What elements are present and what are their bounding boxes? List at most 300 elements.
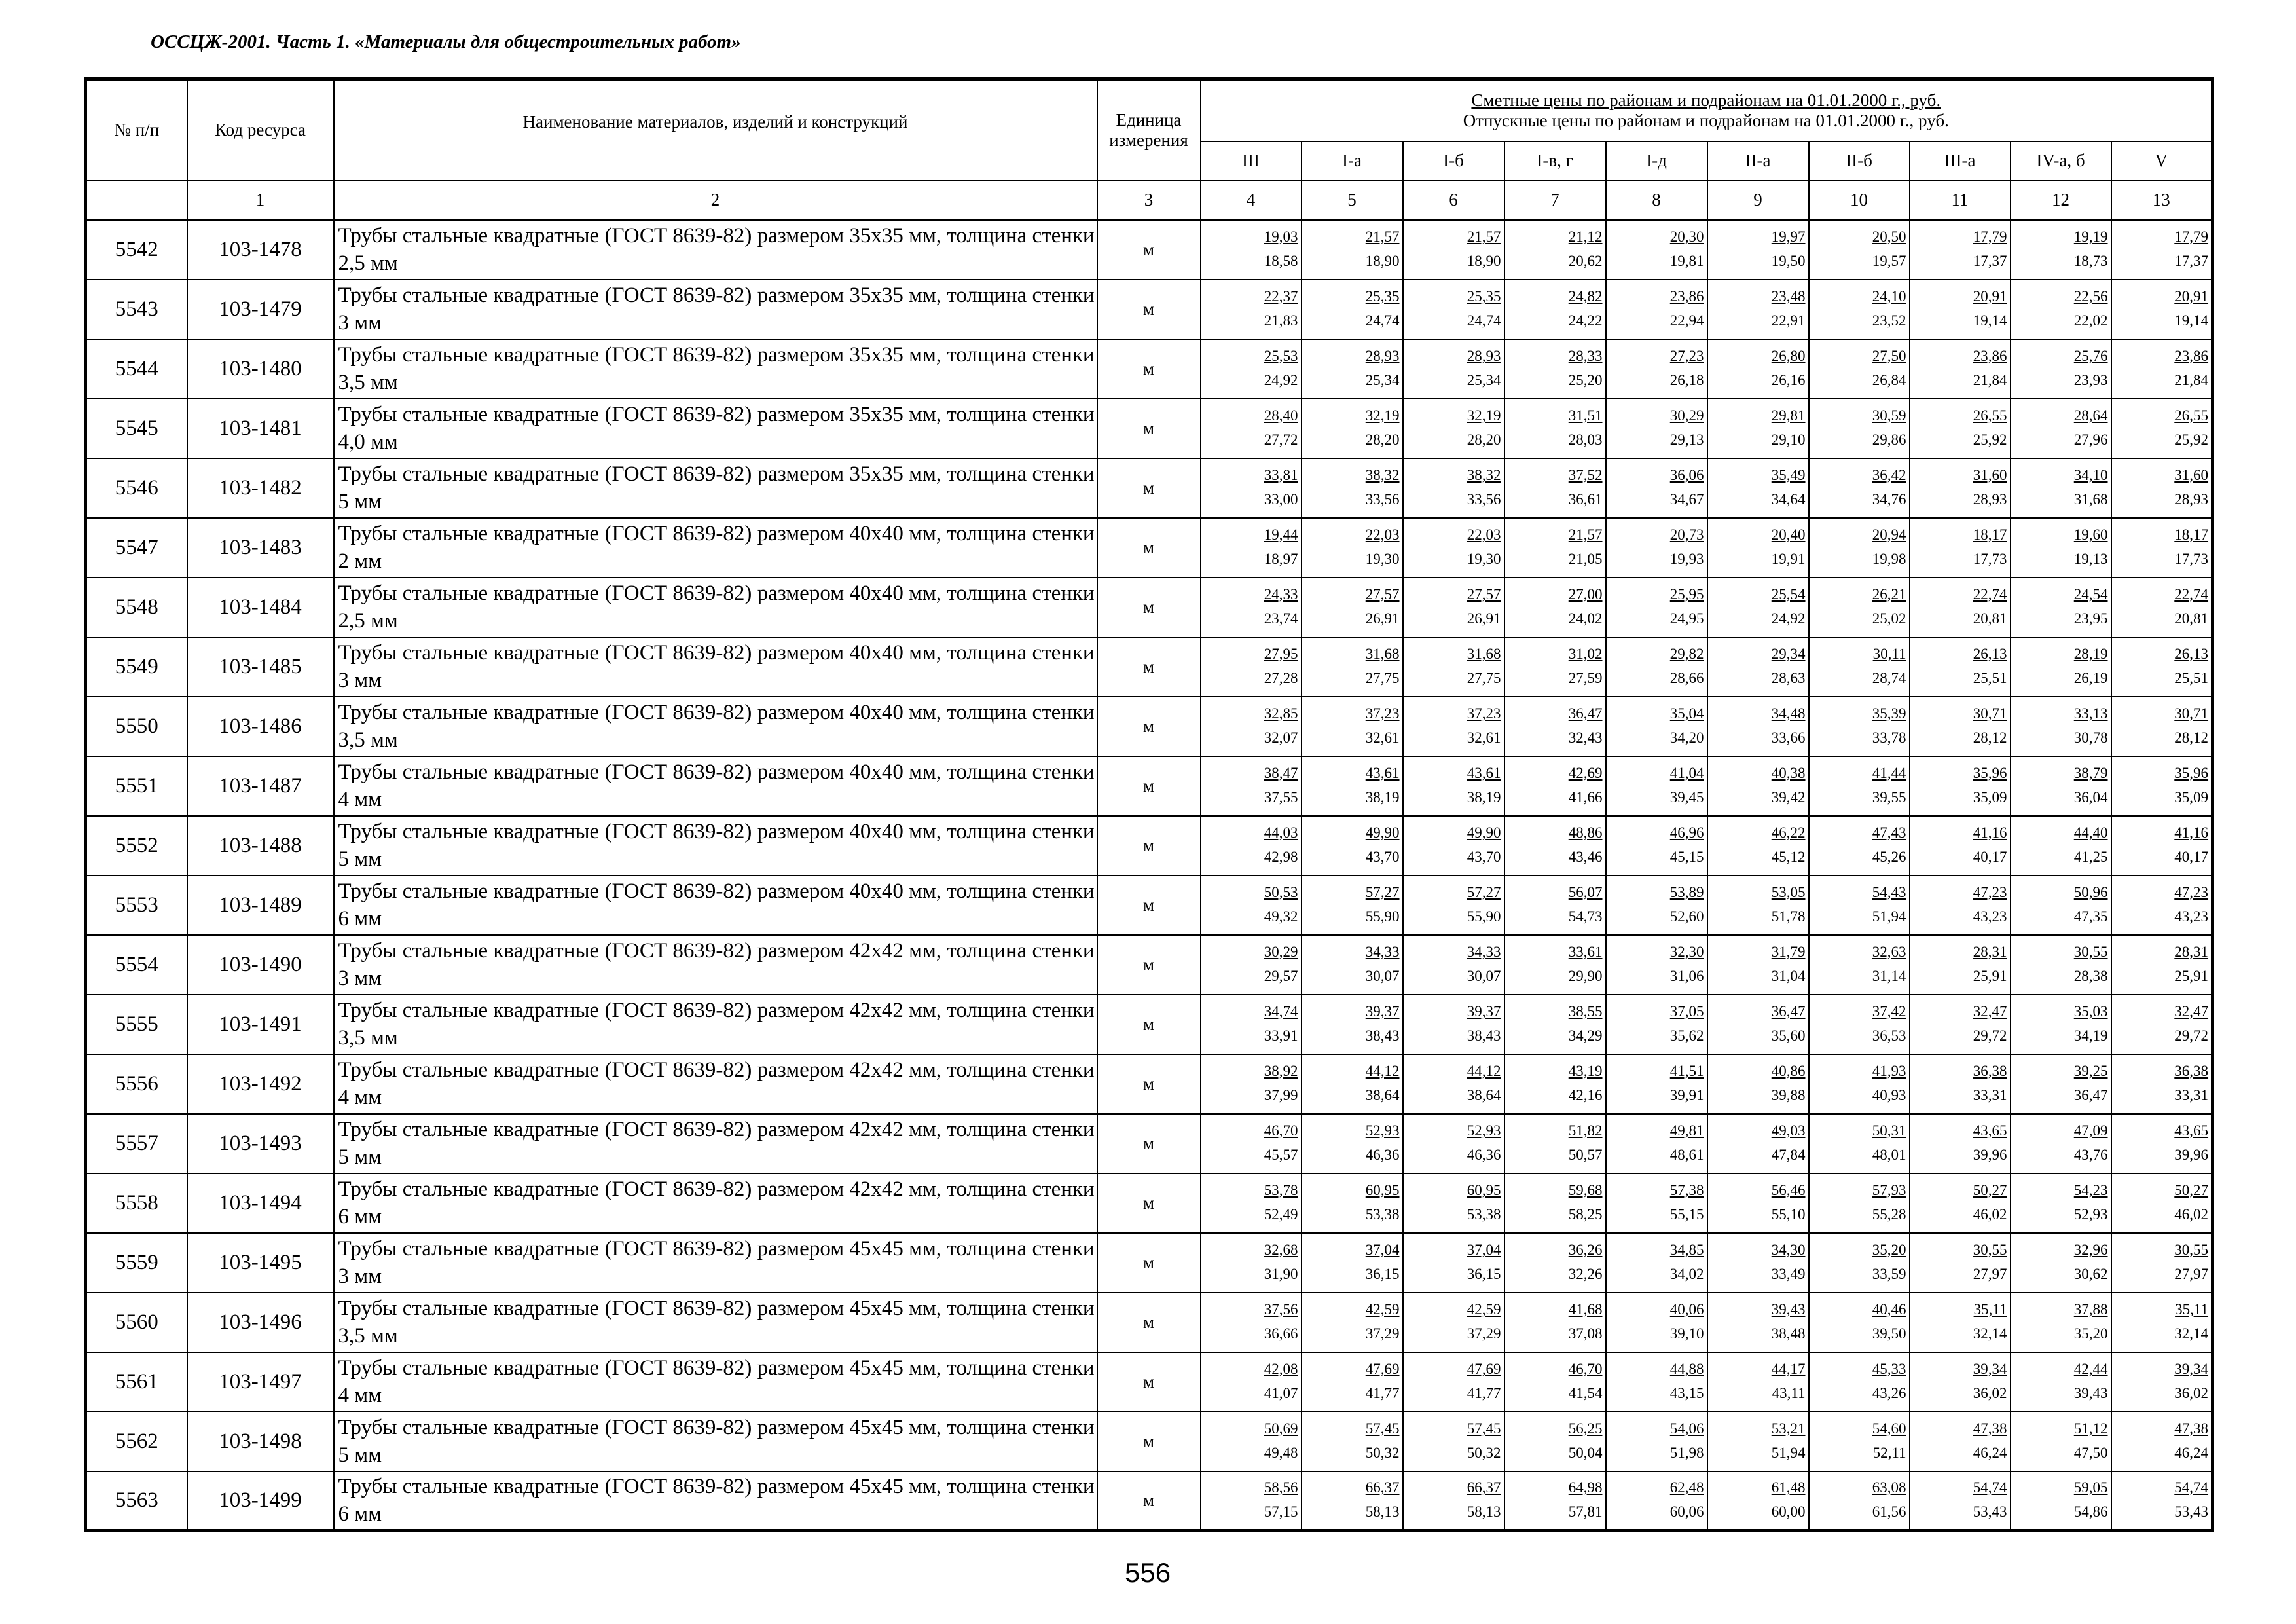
table-row [86, 756, 2213, 816]
price-cell [1302, 458, 1403, 518]
estimate-price: 37,42 [1872, 1003, 1906, 1020]
column-number: 9 [1707, 181, 1809, 220]
price-cell [1606, 637, 1707, 697]
estimate-price: 27,57 [1467, 586, 1501, 602]
price-cell [1403, 995, 1504, 1054]
row-number: 5546 [86, 458, 187, 518]
release-price: 53,43 [1973, 1504, 2007, 1521]
estimate-price: 30,71 [1973, 705, 2007, 722]
material-name: Трубы стальные квадратные (ГОСТ 8639-82) размером 40х40 мм, толщина стенки 2 мм [334, 518, 1097, 578]
estimate-price: 53,21 [1771, 1420, 1806, 1437]
price-cell [1403, 1471, 1504, 1531]
release-price: 43,23 [1973, 908, 2007, 925]
estimate-price: 54,23 [2073, 1182, 2108, 1198]
estimate-price: 50,53 [1264, 884, 1298, 900]
release-price: 55,15 [1669, 1206, 1704, 1223]
price-cell [1201, 518, 1302, 578]
estimate-price: 48,86 [1568, 824, 1603, 841]
unit-of-measure: м [1097, 816, 1201, 876]
price-cell [1403, 1114, 1504, 1173]
price-cell [1403, 1233, 1504, 1293]
price-cell [1504, 816, 1606, 876]
release-price: 26,18 [1669, 372, 1704, 388]
estimate-price: 40,38 [1771, 765, 1806, 781]
release-price: 29,90 [1568, 968, 1603, 984]
release-price: 52,93 [2073, 1206, 2108, 1223]
estimate-price: 36,26 [1568, 1242, 1603, 1258]
release-price: 49,32 [1264, 908, 1298, 925]
release-price: 25,34 [1365, 372, 1400, 388]
estimate-price: 60,95 [1365, 1182, 1400, 1198]
material-name: Трубы стальные квадратные (ГОСТ 8639-82) размером 35х35 мм, толщина стенки 2,5 мм [334, 220, 1097, 280]
estimate-price: 46,22 [1771, 824, 1806, 841]
price-cell [1910, 1471, 2011, 1531]
release-price: 58,25 [1568, 1206, 1603, 1223]
release-price: 54,86 [2073, 1504, 2108, 1521]
price-cell [1504, 458, 1606, 518]
row-number: 5548 [86, 578, 187, 637]
release-price: 21,84 [2174, 372, 2209, 388]
row-number: 5556 [86, 1054, 187, 1114]
estimate-price: 26,55 [1973, 407, 2007, 424]
price-cell [1403, 816, 1504, 876]
release-price: 47,84 [1771, 1147, 1806, 1163]
release-price: 25,51 [1973, 670, 2007, 686]
release-price: 43,11 [1772, 1385, 1806, 1401]
price-cell [1606, 220, 1707, 280]
estimate-price: 59,05 [2073, 1479, 2108, 1496]
estimate-price: 24,10 [1872, 288, 1906, 304]
price-cell [1302, 1054, 1403, 1114]
release-price: 20,62 [1568, 253, 1603, 269]
price-cell [2011, 1412, 2111, 1471]
estimate-price: 66,37 [1467, 1479, 1501, 1496]
estimate-price: 22,37 [1264, 288, 1298, 304]
estimate-price: 54,74 [2174, 1479, 2209, 1496]
release-price: 31,06 [1669, 968, 1704, 984]
estimate-price: 26,13 [2174, 646, 2209, 662]
estimate-price: 19,97 [1771, 229, 1806, 245]
estimate-price: 20,91 [2174, 288, 2209, 304]
release-price: 25,02 [1872, 610, 1906, 627]
price-cell [1606, 876, 1707, 935]
price-cell [1606, 399, 1707, 458]
release-price: 33,59 [1872, 1266, 1906, 1282]
price-cell [2111, 935, 2213, 995]
row-number: 5550 [86, 697, 187, 756]
row-number: 5549 [86, 637, 187, 697]
price-cell [2011, 578, 2111, 637]
table-row [86, 1471, 2213, 1531]
estimate-price: 27,50 [1872, 348, 1906, 364]
region-header: V [2111, 141, 2213, 181]
estimate-price: 36,47 [1771, 1003, 1806, 1020]
release-price: 23,52 [1872, 312, 1906, 329]
row-number: 5547 [86, 518, 187, 578]
release-price: 22,91 [1771, 312, 1806, 329]
release-price: 19,14 [2174, 312, 2209, 329]
table-row [86, 220, 2213, 280]
estimate-price: 22,03 [1365, 526, 1400, 543]
release-price: 40,93 [1872, 1087, 1906, 1103]
estimate-price: 57,45 [1467, 1420, 1501, 1437]
release-price: 46,24 [1973, 1445, 2007, 1461]
unit-of-measure: м [1097, 1471, 1201, 1531]
resource-code: 103-1483 [187, 518, 334, 578]
estimate-price: 34,48 [1771, 705, 1806, 722]
price-cell [1504, 1471, 1606, 1531]
row-number: 5551 [86, 756, 187, 816]
release-price: 34,67 [1669, 491, 1704, 507]
price-cell [1910, 220, 2011, 280]
estimate-price: 23,86 [1973, 348, 2007, 364]
estimate-price: 24,82 [1568, 288, 1603, 304]
price-cell [2111, 995, 2213, 1054]
estimate-price: 52,93 [1467, 1122, 1501, 1139]
price-cell [1606, 995, 1707, 1054]
release-price: 39,96 [2174, 1147, 2209, 1163]
price-cell [1809, 280, 1910, 339]
price-cell [1504, 697, 1606, 756]
price-cell [1403, 1412, 1504, 1471]
estimate-price: 37,04 [1365, 1242, 1400, 1258]
resource-code: 103-1482 [187, 458, 334, 518]
price-cell [1809, 1233, 1910, 1293]
release-price: 18,73 [2073, 253, 2108, 269]
price-cell [1809, 697, 1910, 756]
estimate-price: 36,38 [2174, 1063, 2209, 1079]
row-number: 5560 [86, 1293, 187, 1352]
release-price: 45,26 [1872, 849, 1906, 865]
price-cell [1201, 1114, 1302, 1173]
release-price: 18,90 [1467, 253, 1501, 269]
estimate-price: 26,13 [1973, 646, 2007, 662]
page-header-title: ОССЦЖ-2001. Часть 1. «Материалы для общестроительных работ» [151, 31, 741, 52]
release-price: 19,93 [1669, 551, 1704, 567]
price-cell [1606, 1114, 1707, 1173]
table-row [86, 1233, 2213, 1293]
price-cell [1809, 518, 1910, 578]
release-price: 39,88 [1771, 1087, 1806, 1103]
release-price: 31,04 [1771, 968, 1806, 984]
row-number: 5545 [86, 399, 187, 458]
price-cell [1201, 280, 1302, 339]
table-row [86, 1114, 2213, 1173]
column-number: 3 [1097, 181, 1201, 220]
price-cell [2011, 816, 2111, 876]
estimate-price: 32,85 [1264, 705, 1298, 722]
unit-of-measure: м [1097, 637, 1201, 697]
estimate-price: 28,33 [1568, 348, 1603, 364]
price-cell [1302, 1412, 1403, 1471]
release-price: 21,83 [1264, 312, 1298, 329]
price-cell [1504, 1352, 1606, 1412]
price-cell [2111, 1293, 2213, 1352]
price-cell [1403, 458, 1504, 518]
release-price: 39,50 [1872, 1325, 1906, 1342]
estimate-price: 31,60 [2174, 467, 2209, 483]
release-price: 41,07 [1264, 1385, 1298, 1401]
price-cell [1707, 995, 1809, 1054]
release-price: 18,58 [1264, 253, 1298, 269]
price-cell [1910, 876, 2011, 935]
price-cell [1504, 1054, 1606, 1114]
estimate-price: 21,12 [1568, 229, 1603, 245]
price-cell [1606, 1352, 1707, 1412]
estimate-price: 57,45 [1365, 1420, 1400, 1437]
release-price: 46,36 [1467, 1147, 1501, 1163]
price-cell [1707, 1233, 1809, 1293]
col-header-code: Код ресурса [187, 79, 334, 181]
unit-of-measure: м [1097, 1412, 1201, 1471]
resource-code: 103-1494 [187, 1173, 334, 1233]
release-price: 41,77 [1365, 1385, 1400, 1401]
estimate-price: 42,59 [1365, 1301, 1400, 1318]
price-cell [1504, 1114, 1606, 1173]
price-cell [1809, 1352, 1910, 1412]
estimate-price: 38,92 [1264, 1063, 1298, 1079]
release-price: 37,55 [1264, 789, 1298, 805]
table-row [86, 1352, 2213, 1412]
price-cell [2011, 995, 2111, 1054]
release-price: 39,45 [1669, 789, 1704, 805]
release-price: 47,50 [2073, 1445, 2108, 1461]
release-price: 22,94 [1669, 312, 1704, 329]
price-cell [1606, 578, 1707, 637]
material-name: Трубы стальные квадратные (ГОСТ 8639-82) размером 42х42 мм, толщина стенки 3,5 мм [334, 995, 1097, 1054]
price-cell [1606, 816, 1707, 876]
release-price: 18,97 [1264, 551, 1298, 567]
material-name: Трубы стальные квадратные (ГОСТ 8639-82) размером 40х40 мм, толщина стенки 3,5 мм [334, 697, 1097, 756]
release-price: 35,60 [1771, 1027, 1806, 1044]
estimate-price: 30,55 [2174, 1242, 2209, 1258]
price-cell [1201, 339, 1302, 399]
price-cell [1302, 995, 1403, 1054]
resource-code: 103-1486 [187, 697, 334, 756]
price-cell [1201, 935, 1302, 995]
region-header: III-а [1910, 141, 2011, 181]
release-price: 25,34 [1467, 372, 1501, 388]
price-cell [1302, 1233, 1403, 1293]
unit-of-measure: м [1097, 697, 1201, 756]
price-cell [1809, 816, 1910, 876]
estimate-price: 56,25 [1568, 1420, 1603, 1437]
estimate-price: 54,43 [1872, 884, 1906, 900]
column-number: 13 [2111, 181, 2213, 220]
price-cell [1707, 1293, 1809, 1352]
price-cell [2111, 1054, 2213, 1114]
estimate-price: 37,04 [1467, 1242, 1501, 1258]
table-row [86, 280, 2213, 339]
row-number: 5559 [86, 1233, 187, 1293]
estimate-price: 20,40 [1771, 526, 1806, 543]
column-number: 11 [1910, 181, 2011, 220]
release-price: 46,02 [2174, 1206, 2209, 1223]
price-cell [1302, 935, 1403, 995]
material-name: Трубы стальные квадратные (ГОСТ 8639-82) размером 35х35 мм, толщина стенки 5 мм [334, 458, 1097, 518]
estimate-price: 27,57 [1365, 586, 1400, 602]
release-price: 19,98 [1872, 551, 1906, 567]
estimate-price: 60,95 [1467, 1182, 1501, 1198]
price-cell [1809, 995, 1910, 1054]
price-cell [1606, 280, 1707, 339]
price-cell [2011, 280, 2111, 339]
release-price: 53,38 [1467, 1206, 1501, 1223]
resource-code: 103-1484 [187, 578, 334, 637]
release-price: 37,29 [1467, 1325, 1501, 1342]
price-cell [1504, 756, 1606, 816]
price-cell [1504, 1233, 1606, 1293]
row-number: 5552 [86, 816, 187, 876]
estimate-price: 28,40 [1264, 407, 1298, 424]
estimate-price: 38,32 [1365, 467, 1400, 483]
release-price: 48,61 [1669, 1147, 1704, 1163]
price-table [84, 77, 2214, 1532]
resource-code: 103-1487 [187, 756, 334, 816]
release-price: 26,91 [1467, 610, 1501, 627]
release-price: 29,72 [1973, 1027, 2007, 1044]
release-price: 41,77 [1467, 1385, 1501, 1401]
estimate-price: 29,34 [1771, 646, 1806, 662]
price-cell [1809, 220, 1910, 280]
price-cell [1302, 756, 1403, 816]
price-cell [1403, 876, 1504, 935]
table-row [86, 1054, 2213, 1114]
release-price: 35,09 [2174, 789, 2209, 805]
price-cell [1201, 816, 1302, 876]
estimate-price: 33,61 [1568, 944, 1603, 960]
material-name: Трубы стальные квадратные (ГОСТ 8639-82) размером 42х42 мм, толщина стенки 6 мм [334, 1173, 1097, 1233]
estimate-price: 36,47 [1568, 705, 1603, 722]
price-cell [1504, 637, 1606, 697]
estimate-price: 43,65 [2174, 1122, 2209, 1139]
price-cell [2111, 399, 2213, 458]
row-number: 5553 [86, 876, 187, 935]
estimate-price: 18,17 [1973, 526, 2007, 543]
release-price: 53,38 [1365, 1206, 1400, 1223]
estimate-price: 50,27 [2174, 1182, 2209, 1198]
price-cell [1910, 697, 2011, 756]
release-price: 37,99 [1264, 1087, 1298, 1103]
estimate-price: 59,68 [1568, 1182, 1603, 1198]
resource-code: 103-1490 [187, 935, 334, 995]
release-price: 25,51 [2174, 670, 2209, 686]
estimate-price: 28,64 [2073, 407, 2108, 424]
estimate-price: 39,43 [1771, 1301, 1806, 1318]
column-number: 6 [1403, 181, 1504, 220]
column-number: 10 [1809, 181, 1910, 220]
price-cell [1809, 935, 1910, 995]
estimate-price: 38,79 [2073, 765, 2108, 781]
estimate-price: 50,96 [2073, 884, 2108, 900]
estimate-price: 30,11 [1872, 646, 1906, 662]
release-price: 30,07 [1467, 968, 1501, 984]
price-cell [1707, 578, 1809, 637]
estimate-price: 56,46 [1771, 1182, 1806, 1198]
price-cell [2111, 1471, 2213, 1531]
price-cell [2111, 1114, 2213, 1173]
unit-of-measure: м [1097, 220, 1201, 280]
price-cell [1201, 458, 1302, 518]
estimate-price: 41,44 [1872, 765, 1906, 781]
price-cell [1809, 1173, 1910, 1233]
price-cell [1809, 578, 1910, 637]
estimate-price: 17,79 [2174, 229, 2209, 245]
price-cell [1910, 1054, 2011, 1114]
price-cell [2011, 1293, 2111, 1352]
material-name: Трубы стальные квадратные (ГОСТ 8639-82) размером 35х35 мм, толщина стенки 4,0 мм [334, 399, 1097, 458]
release-price: 31,68 [2073, 491, 2108, 507]
release-price: 51,94 [1872, 908, 1906, 925]
price-cell [1707, 876, 1809, 935]
resource-code: 103-1478 [187, 220, 334, 280]
price-cell [1403, 1054, 1504, 1114]
release-price: 27,75 [1365, 670, 1400, 686]
price-cell [2011, 458, 2111, 518]
price-cell [1910, 637, 2011, 697]
unit-of-measure: м [1097, 280, 1201, 339]
price-cell [1201, 399, 1302, 458]
release-price: 27,72 [1264, 432, 1298, 448]
release-price: 28,66 [1669, 670, 1704, 686]
release-price: 25,20 [1568, 372, 1603, 388]
resource-code: 103-1491 [187, 995, 334, 1054]
release-price: 25,92 [2174, 432, 2209, 448]
price-cell [1809, 1293, 1910, 1352]
resource-code: 103-1489 [187, 876, 334, 935]
estimate-price: 31,79 [1771, 944, 1806, 960]
release-price: 21,05 [1568, 551, 1603, 567]
price-cell [1403, 399, 1504, 458]
estimate-price: 51,82 [1568, 1122, 1603, 1139]
estimate-price: 32,30 [1669, 944, 1704, 960]
estimate-price: 63,08 [1872, 1479, 1906, 1496]
release-price: 38,19 [1467, 789, 1501, 805]
release-price: 20,81 [2174, 610, 2209, 627]
row-number: 5555 [86, 995, 187, 1054]
estimate-price: 43,61 [1467, 765, 1501, 781]
estimate-price: 54,60 [1872, 1420, 1906, 1437]
region-header: II-б [1809, 141, 1910, 181]
row-number: 5543 [86, 280, 187, 339]
material-name: Трубы стальные квадратные (ГОСТ 8639-82) размером 45х45 мм, толщина стенки 3,5 мм [334, 1293, 1097, 1352]
estimate-price: 34,85 [1669, 1242, 1704, 1258]
release-price: 34,02 [1669, 1266, 1704, 1282]
price-cell [1606, 1054, 1707, 1114]
release-price: 38,19 [1365, 789, 1400, 805]
price-cell [1910, 280, 2011, 339]
table-row [86, 458, 2213, 518]
table-row [86, 578, 2213, 637]
price-cell [1302, 637, 1403, 697]
estimate-price: 29,81 [1771, 407, 1806, 424]
material-name: Трубы стальные квадратные (ГОСТ 8639-82) размером 35х35 мм, толщина стенки 3,5 мм [334, 339, 1097, 399]
release-price: 19,81 [1669, 253, 1704, 269]
price-cell [1302, 1471, 1403, 1531]
price-cell [1606, 518, 1707, 578]
release-price: 18,90 [1365, 253, 1400, 269]
release-price: 26,84 [1872, 372, 1906, 388]
estimate-price: 37,52 [1568, 467, 1603, 483]
release-price: 43,46 [1568, 849, 1603, 865]
price-cell [1707, 1471, 1809, 1531]
material-name: Трубы стальные квадратные (ГОСТ 8639-82) размером 45х45 мм, толщина стенки 5 мм [334, 1412, 1097, 1471]
table-row [86, 1412, 2213, 1471]
estimate-price: 32,19 [1365, 407, 1400, 424]
estimate-price: 37,23 [1467, 705, 1501, 722]
unit-of-measure: м [1097, 399, 1201, 458]
table-row [86, 876, 2213, 935]
